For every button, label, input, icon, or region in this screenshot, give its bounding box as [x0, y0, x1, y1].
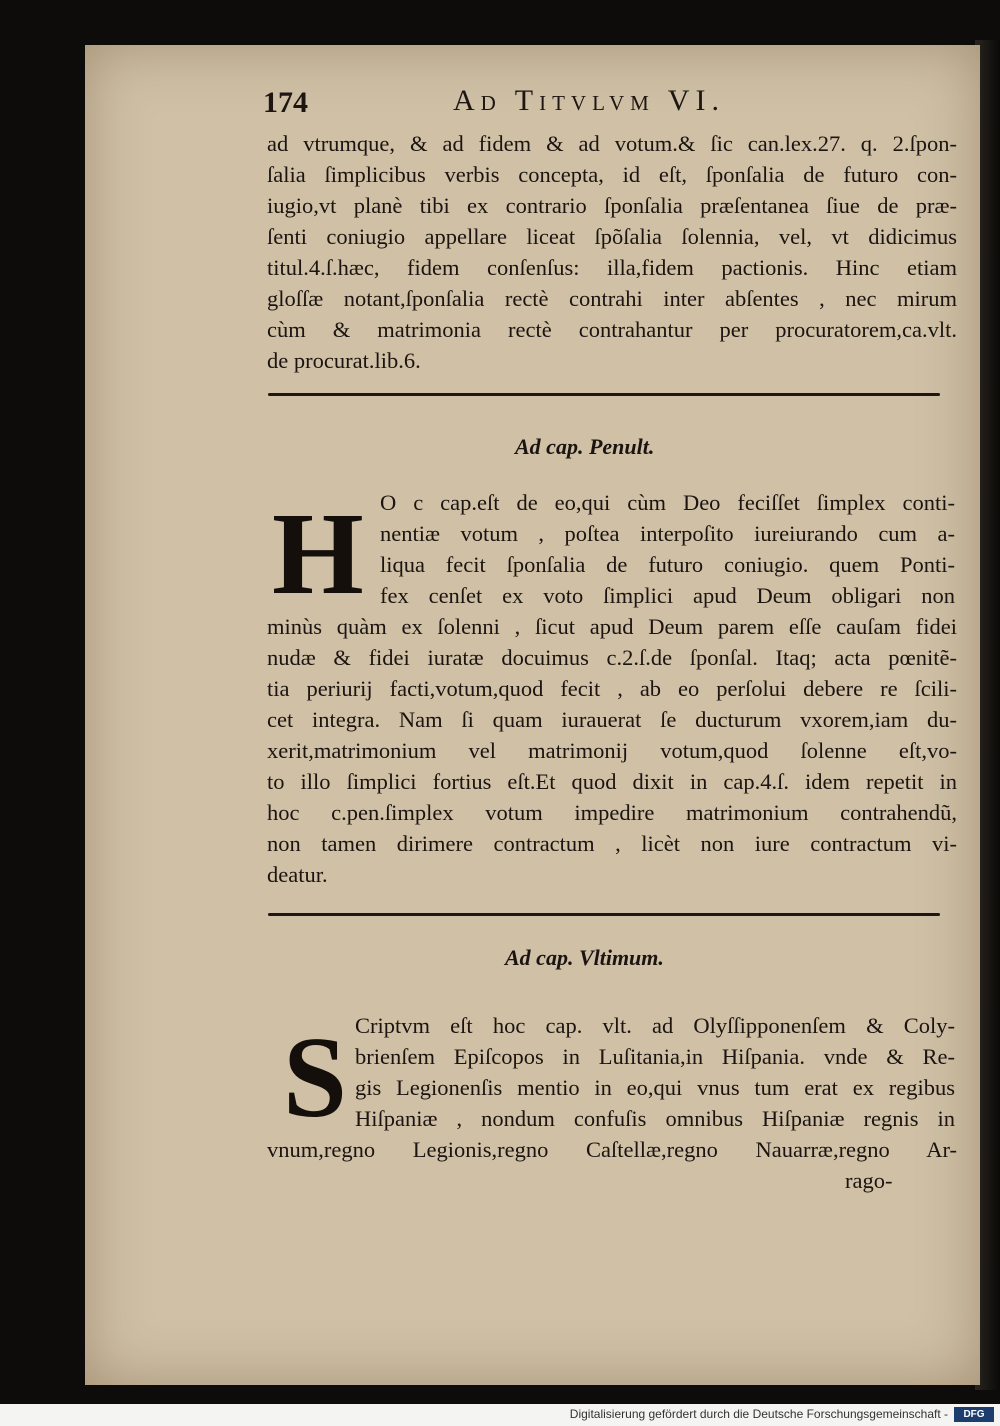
- text-line: Criptvm eſt hoc cap. vlt. ad Olyſſipponenſem & Coly-: [355, 1013, 955, 1038]
- text-line: cet integra. Nam ſi quam iurauerat ſe ducturum vxorem,iam du-: [267, 707, 957, 732]
- text-line: minùs quàm ex ſolenni , ſicut apud Deum parem eſſe cauſam fidei: [267, 614, 957, 639]
- text-line: tia periurij facti,votum,quod fecit , ab eo perſolui debere re ſcili-: [267, 676, 957, 701]
- text-line: ad vtrumque, & ad fidem & ad votum.& ſic can.lex.27. q. 2.ſpon-: [267, 131, 957, 156]
- text-line: vnum,regno Legionis,regno Caſtellæ,regno Nauarræ,regno Ar-: [267, 1137, 957, 1162]
- text-line: gis Legionenſis mentio in eo,qui vnus tum erat ex regibus: [355, 1075, 955, 1100]
- digitization-footer: [0, 1404, 1000, 1426]
- text-line: non tamen dirimere contractum , licèt non iure contractum vi-: [267, 831, 957, 856]
- section-caption: Ad cap. Penult.: [515, 434, 655, 459]
- text-line: liqua fecit ſponſalia de futuro coniugio. quem Ponti-: [380, 552, 955, 577]
- text-line: de procurat.lib.6.: [267, 348, 421, 373]
- text-line: titul.4.ſ.hæc, fidem conſenſus: illa,fidem pactionis. Hinc etiam: [267, 255, 957, 280]
- running-title: Ad Titvlvm VI.: [453, 84, 725, 117]
- drop-cap-initial: H: [272, 488, 364, 619]
- text-line: deatur.: [267, 862, 328, 887]
- text-line: nudæ & fidei iuratæ docuimus c.2.ſ.de ſponſal. Itaq; acta pœnitẽ-: [267, 645, 957, 670]
- text-line: cùm & matrimonia rectè contrahantur per procuratorem,ca.vlt.: [267, 317, 957, 342]
- text-line: ſenti coniugio appellare liceat ſpõſalia ſolennia, vel, vt didicimus: [267, 224, 957, 249]
- text-line: to illo ſimplici fortius eſt.Et quod dixit in cap.4.ſ. idem repetit in: [267, 769, 957, 794]
- section-rule: [268, 913, 940, 916]
- drop-cap-initial: S: [283, 1014, 347, 1141]
- page-number: 174: [263, 86, 308, 119]
- text-line: brienſem Epiſcopos in Luſitania,in Hiſpania. vnde & Re-: [355, 1044, 955, 1069]
- text-line: ſalia ſimplicibus verbis concepta, id eſt, ſponſalia de futuro con-: [267, 162, 957, 187]
- running-header: [263, 84, 943, 124]
- text-line: hoc c.pen.ſimplex votum impedire matrimonium contrahendũ,: [267, 800, 957, 825]
- catchword: rago-: [845, 1168, 893, 1193]
- text-line: fex cenſet ex voto ſimplici apud Deum obligari non: [380, 583, 955, 608]
- dfg-logo: DFG: [954, 1407, 994, 1422]
- text-line: O c cap.eſt de eo,qui cùm Deo feciſſet ſimplex conti-: [380, 490, 955, 515]
- text-line: gloſſæ notant,ſponſalia rectè contrahi inter abſentes , nec mirum: [267, 286, 957, 311]
- text-line: nentiæ votum , poſtea interpoſito iureiurando cum a-: [380, 521, 955, 546]
- section-rule: [268, 393, 940, 396]
- text-line: Hiſpaniæ , nondum confuſis omnibus Hiſpaniæ regnis in: [355, 1106, 955, 1131]
- section-caption: Ad cap. Vltimum.: [505, 945, 664, 970]
- text-line: xerit,matrimonium vel matrimonij votum,quod ſolenne eſt,vo-: [267, 738, 957, 763]
- text-line: iugio,vt planè tibi ex contrario ſponſalia præſentanea ſiue de præ-: [267, 193, 957, 218]
- footer-credit: Digitalisierung gefördert durch die Deutsche Forschungsgemeinschaft -: [569, 1407, 948, 1421]
